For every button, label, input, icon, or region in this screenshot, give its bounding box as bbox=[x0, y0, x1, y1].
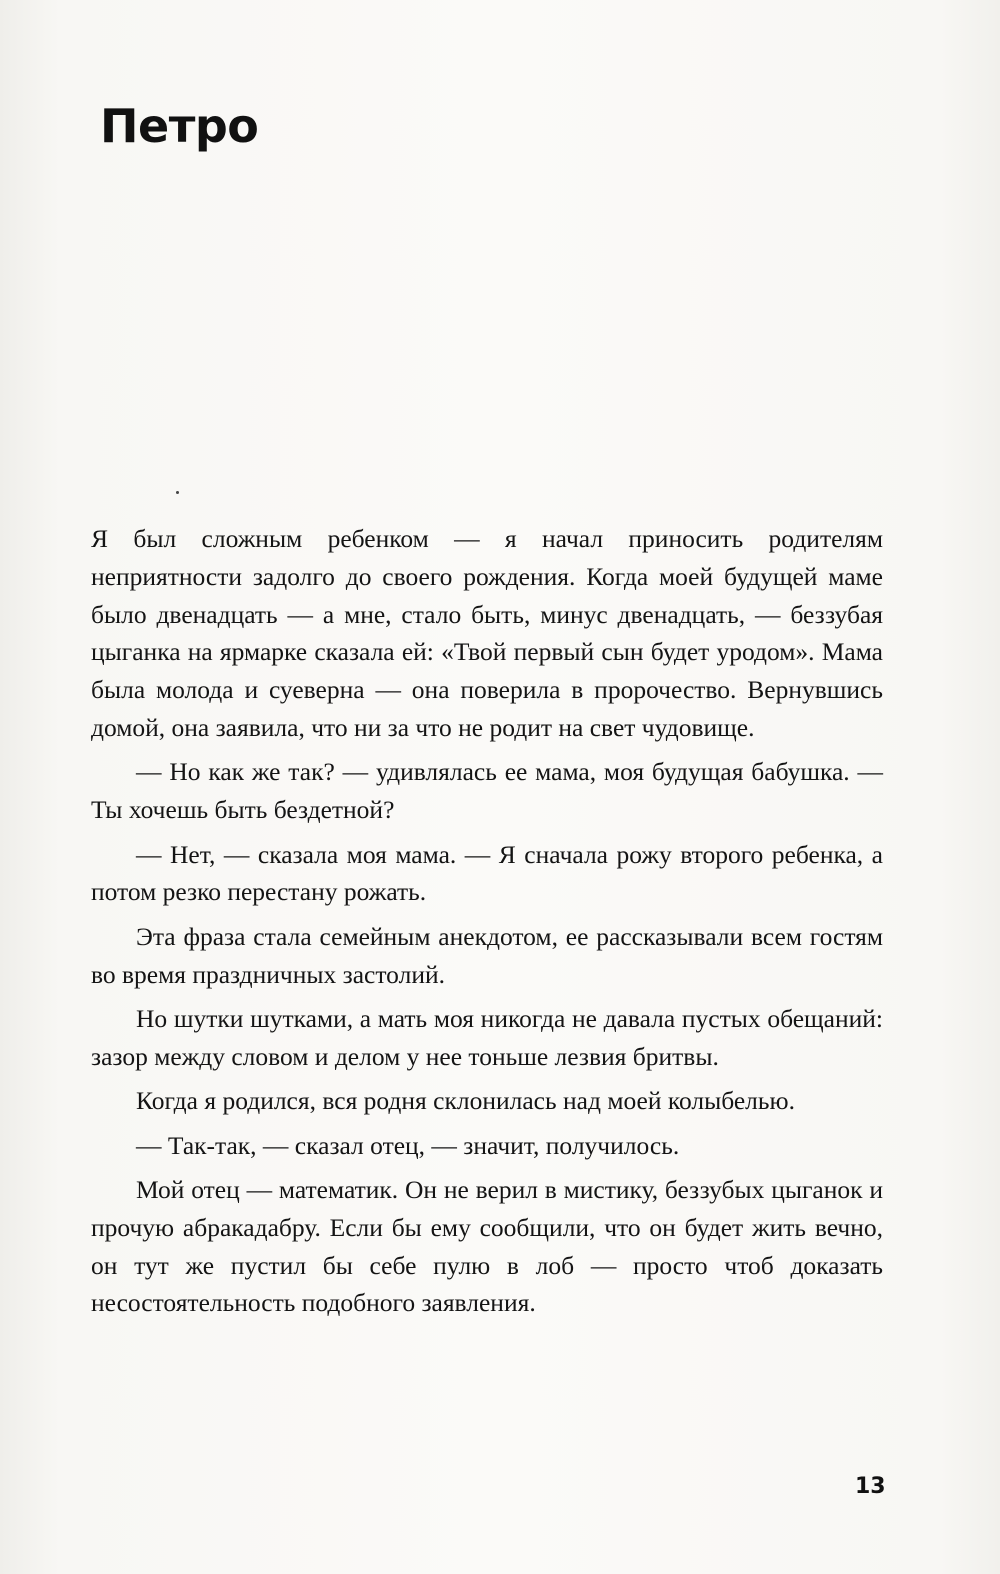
chapter-title: Петро bbox=[100, 99, 259, 153]
paragraph-4: Эта фраза стала семейным анекдотом, ее рассказывали всем гостям во время праздничных застолий. bbox=[91, 921, 883, 989]
paragraph-8: Мой отец — математик. Он не верил в мистику, беззубых цыганок и прочую абракадабру. Если бы ему сообщили, что он будет жить вечно, он тут же пустил бы себе пулю в лоб — просто чтоб доказать несостоятельность подобного заявления. bbox=[91, 1174, 883, 1318]
paragraph-2: — Но как же так? — удивлялась ее мама, моя будущая бабушка. — Ты хочешь быть бездетной? bbox=[91, 757, 883, 825]
body-text bbox=[91, 520, 883, 1329]
ink-speck bbox=[176, 491, 179, 494]
paragraph-1: Я был сложным ребенком — я начал приносить родителям неприятности задолго до своего рождения. Когда моей будущей маме было двенадцать — а мне, стало быть, минус двенадцать, — беззубая цыганка на ярмарке сказала ей: «Твой первый сын будет уродом». Мама была молода и суеверна — она поверила в пророчество. Вернувшись домой, она заявила, что ни за что не родит на свет чудовище. bbox=[91, 524, 883, 742]
page-number: 13 bbox=[855, 1474, 886, 1499]
paragraph-3: — Нет, — сказала моя мама. — Я сначала рожу второго ребенка, а потом резко перестану рожать. bbox=[91, 839, 883, 907]
paragraph-7: — Так-так, — сказал отец, — значит, получилось. bbox=[136, 1130, 680, 1160]
paragraph-6: Когда я родился, вся родня склонилась над моей колыбелью. bbox=[136, 1086, 795, 1116]
paragraph-5: Но шутки шутками, а мать моя никогда не давала пустых обещаний: зазор между словом и делом у нее тоньше лезвия бритвы. bbox=[91, 1003, 883, 1071]
